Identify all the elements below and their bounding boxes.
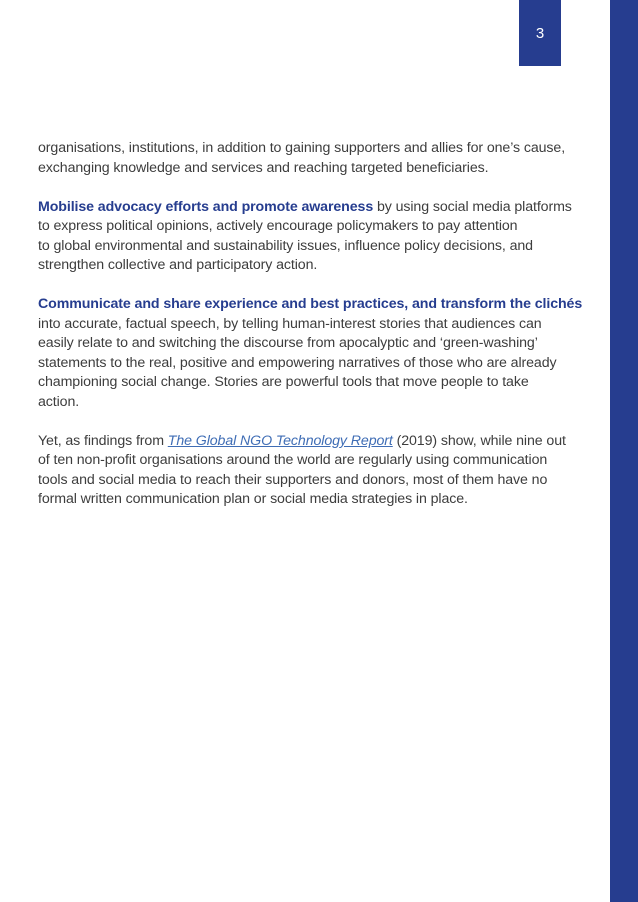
text-fragment: (2019) show, while nine out: [392, 432, 566, 449]
text-line: easily relate to and switching the discourse from apocalyptic and ‘green-washing’: [38, 335, 538, 351]
paragraph-intro-continuation: [38, 139, 598, 178]
page-number: 3: [535, 24, 545, 42]
text-line: to global environmental and sustainability issues, influence policy decisions, and: [38, 237, 533, 254]
paragraph-findings: [38, 432, 598, 510]
body-text: [38, 139, 598, 529]
text-line: of ten non-profit organisations around the world are regularly using communication: [38, 452, 548, 468]
text-fragment: Yet, as findings from: [38, 432, 168, 449]
text-line: strengthen collective and participatory action.: [38, 257, 318, 273]
text-line: into accurate, factual speech, by telling human-interest stories that audiences can: [38, 315, 542, 332]
text-line: [38, 432, 598, 452]
paragraph-heading: Communicate and share experience and best practices, and transform the clichés: [38, 296, 583, 312]
text-line: formal written communication plan or social media strategies in place.: [38, 491, 468, 507]
paragraph-communicate-share: [38, 295, 598, 412]
text-line: to express political opinions, actively encourage policymakers to pay attention: [38, 218, 518, 234]
text-line: exchanging knowledge and services and reaching targeted beneficiaries.: [38, 159, 489, 176]
side-accent-bar: [610, 0, 638, 902]
text-line: tools and social media to reach their supporters and donors, most of them have no: [38, 471, 548, 488]
text-line: statements to the real, positive and empowering narratives of those who are already: [38, 354, 557, 371]
text-line: action.: [38, 393, 80, 410]
text-line: championing social change. Stories are powerful tools that move people to take: [38, 374, 529, 390]
text-line: [38, 198, 598, 218]
text-line: organisations, institutions, in addition to gaining supporters and allies for one’s cause,: [38, 140, 566, 156]
page-number-tab: [519, 0, 561, 66]
text-fragment: by using social media platforms: [373, 198, 572, 215]
report-link[interactable]: The Global NGO Technology Report: [167, 432, 393, 449]
paragraph-heading: Mobilise advocacy efforts and promote awareness: [38, 198, 374, 215]
paragraph-mobilise-advocacy: [38, 198, 598, 276]
